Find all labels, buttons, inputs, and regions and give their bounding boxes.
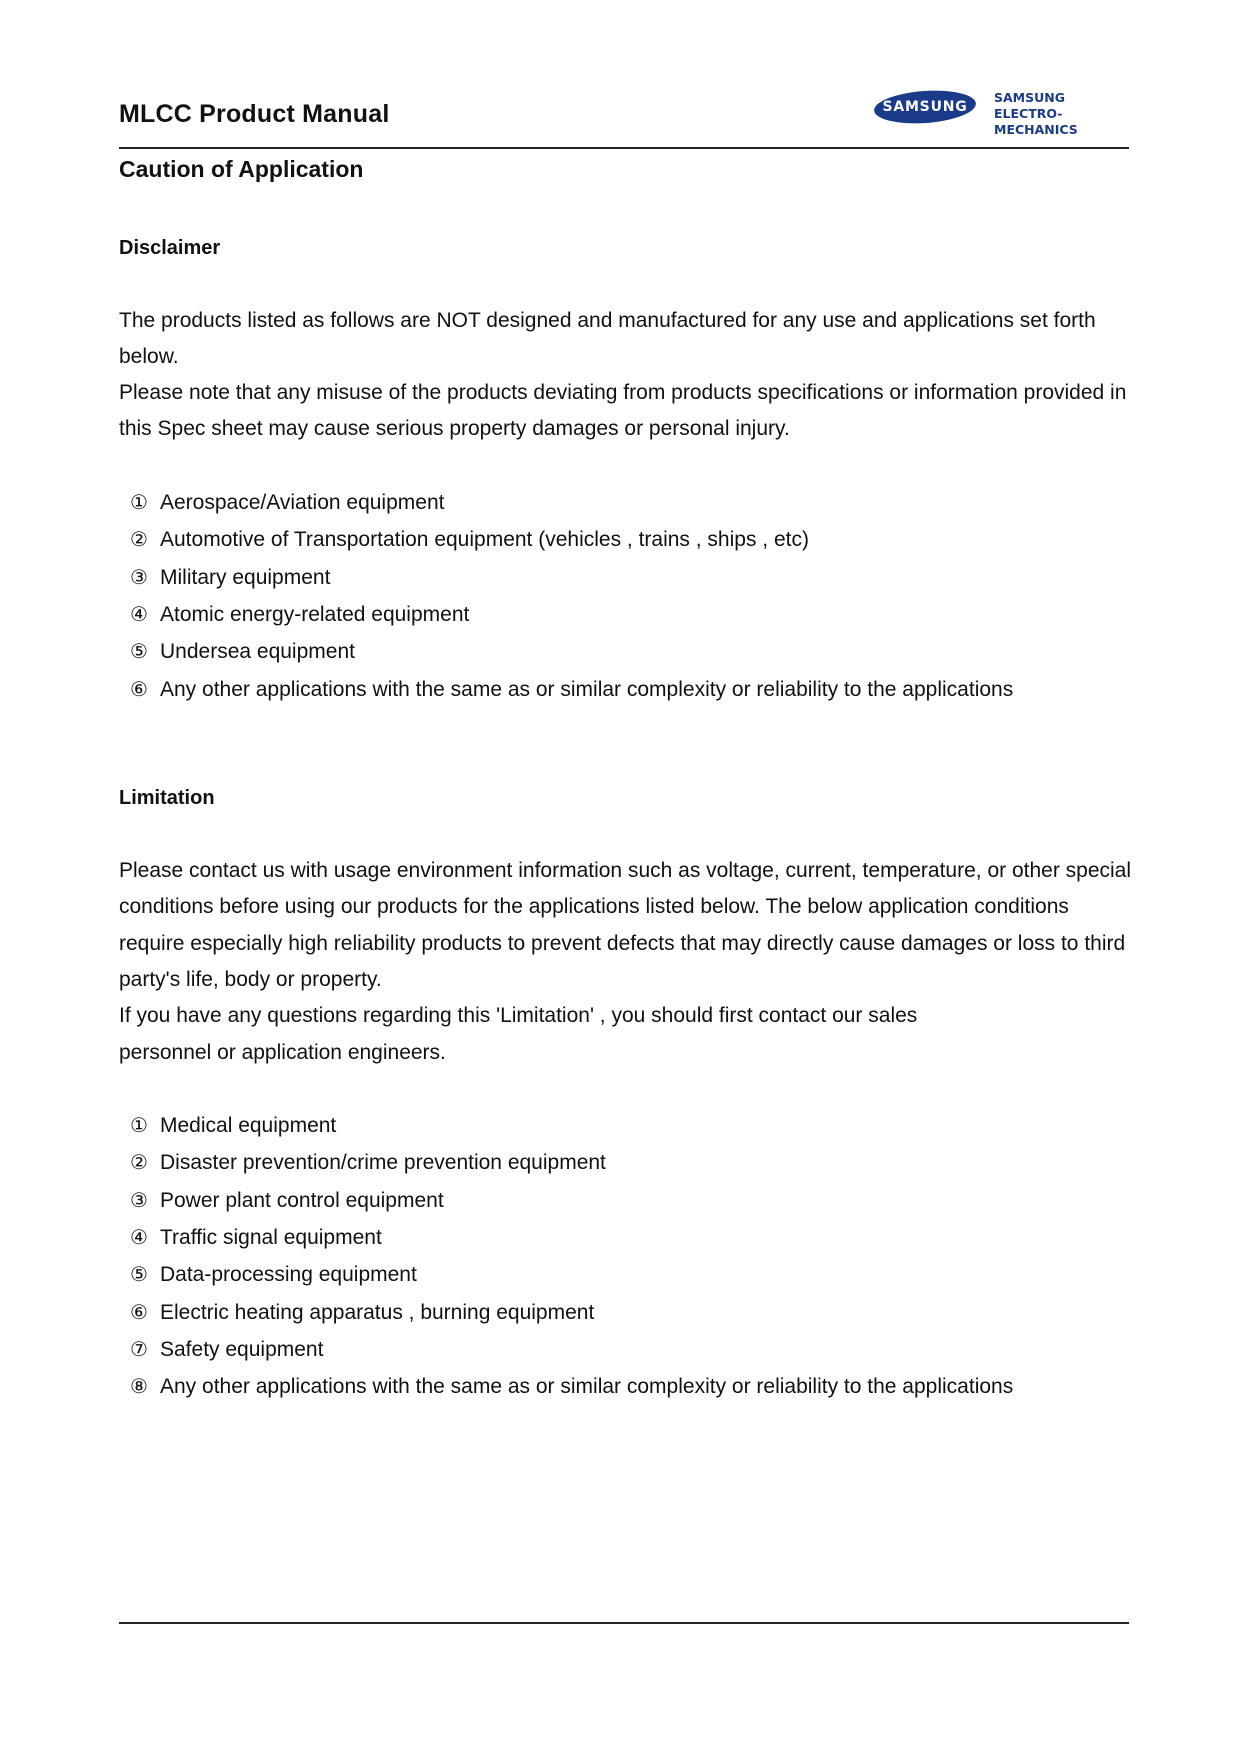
list-item: [130, 1182, 1134, 1219]
limitation-paragraph-2-line-2: personnel or application engineers.: [119, 1040, 446, 1064]
list-item: [130, 671, 1134, 708]
list-item-number: ⑦: [130, 1336, 148, 1361]
list-item-number: ④: [130, 601, 148, 626]
list-item: [130, 1368, 1134, 1405]
list-item-number: ⑥: [130, 676, 148, 701]
list-item-text: Safety equipment: [160, 1337, 324, 1361]
list-item-text: Aerospace/Aviation equipment: [160, 491, 445, 515]
list-item-number: ④: [130, 1225, 148, 1250]
list-item-number: ②: [130, 1150, 148, 1175]
limitation-paragraph-2: [119, 998, 1134, 1071]
list-item-text: Automotive of Transportation equipment (vehicles , trains , ships , etc): [160, 528, 809, 552]
list-item-text: Medical equipment: [160, 1114, 337, 1138]
list-item: [130, 1331, 1134, 1368]
list-item-number: ⑤: [130, 1262, 148, 1287]
list-item-number: ②: [130, 527, 148, 552]
page-header-title: MLCC Product Manual: [119, 100, 390, 128]
list-item: [130, 1219, 1134, 1256]
list-item-number: ①: [130, 490, 148, 515]
logo-subtitle: [994, 90, 1128, 138]
list-item: [130, 633, 1134, 670]
samsung-electro-mechanics-logo: [873, 86, 1128, 137]
list-item: [130, 1294, 1134, 1331]
list-item-number: ③: [130, 1187, 148, 1212]
logo-subtitle-line2: ELECTRO-MECHANICS: [994, 106, 1078, 137]
list-item-text: Data-processing equipment: [160, 1263, 417, 1287]
header-divider: [119, 147, 1129, 149]
disclaimer-heading: Disclaimer: [119, 237, 221, 259]
list-item: [130, 1107, 1134, 1144]
list-item-number: ①: [130, 1113, 148, 1138]
limitation-paragraph-2-line-1: If you have any questions regarding this 'Limitation' , you should first contact our sales: [119, 1004, 918, 1028]
list-item-number: ⑤: [130, 639, 148, 664]
disclaimer-list: [119, 484, 1134, 708]
list-item-text: Atomic energy-related equipment: [160, 602, 470, 626]
list-item-text: Military equipment: [160, 565, 331, 589]
list-item: [130, 559, 1134, 596]
list-item-number: ⑥: [130, 1299, 148, 1324]
footer-divider: [119, 1622, 1129, 1624]
list-item-text: Any other applications with the same as or similar complexity or reliability to the applications: [160, 1375, 1014, 1399]
list-item-text: Traffic signal equipment: [160, 1226, 382, 1250]
list-item: [130, 521, 1134, 558]
list-item-text: Disaster prevention/crime prevention equipment: [160, 1151, 606, 1175]
list-item: [130, 596, 1134, 633]
list-item-number: ③: [130, 564, 148, 589]
list-item-number: ⑧: [130, 1374, 148, 1399]
list-item: [130, 484, 1134, 521]
list-item-text: Any other applications with the same as or similar complexity or reliability to the applications: [160, 677, 1014, 701]
logo-subtitle-line1: SAMSUNG: [994, 90, 1065, 105]
list-item-text: Power plant control equipment: [160, 1188, 444, 1212]
list-item: [130, 1144, 1134, 1181]
samsung-wordmark: SAMSUNG: [882, 99, 968, 115]
limitation-heading: Limitation: [119, 787, 215, 810]
limitation-paragraph-1: Please contact us with usage environment information such as voltage, current, temperature, or other special conditions before using our products for the applications listed below. The below application conditions require especially high reliability products to prevent defects that may directly cause damages or loss to third party's life, body or property.: [119, 859, 1132, 991]
list-item-text: Undersea equipment: [160, 640, 355, 664]
limitation-list: [119, 1107, 1134, 1405]
disclaimer-paragraph-2: Please note that any misuse of the products deviating from products specifications or information provided in this Spec sheet may cause serious property damages or personal injury.: [119, 381, 1127, 441]
document-body: [119, 230, 1134, 1406]
section-title: Caution of Application: [119, 156, 364, 182]
list-item-text: Electric heating apparatus , burning equipment: [160, 1300, 595, 1324]
list-item: [130, 1256, 1134, 1293]
disclaimer-paragraph-1: The products listed as follows are NOT designed and manufactured for any use and applications set forth below.: [119, 308, 1096, 368]
